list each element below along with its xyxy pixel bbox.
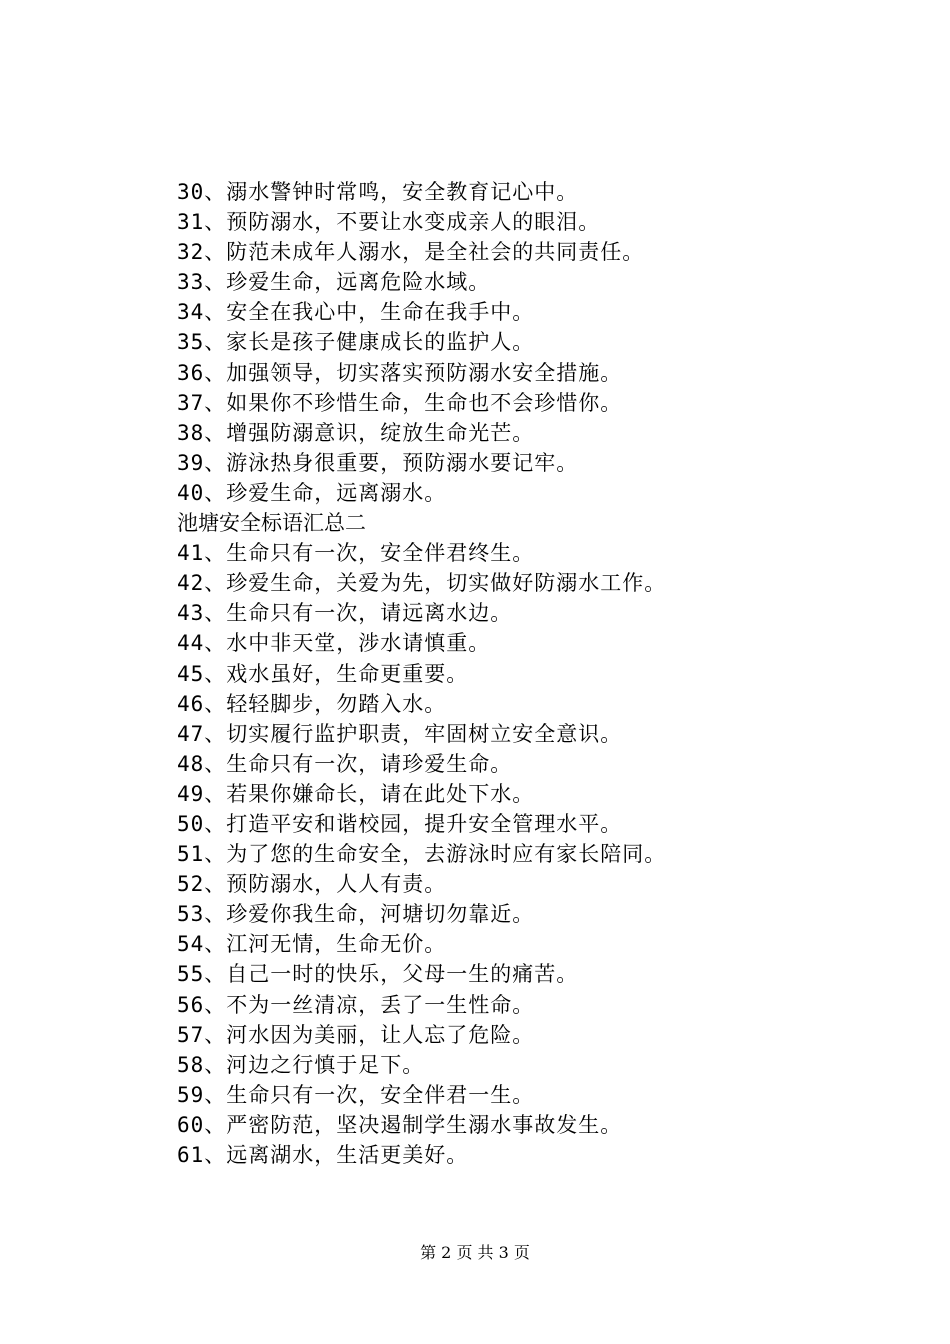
list-item: 55、自己一时的快乐，父母一生的痛苦。: [177, 962, 579, 987]
list-item: 47、切实履行监护职责，牢固树立安全意识。: [177, 721, 623, 746]
list-item: 50、打造平安和谐校园，提升安全管理水平。: [177, 811, 623, 836]
list-item: 38、增强防溺意识，绽放生命光芒。: [177, 420, 535, 445]
list-item: 32、防范未成年人溺水，是全社会的共同责任。: [177, 240, 645, 265]
list-item: 52、预防溺水，人人有责。: [177, 872, 447, 897]
list-item: 43、生命只有一次，请远离水边。: [177, 601, 513, 626]
list-item: 51、为了您的生命安全，去游泳时应有家长陪同。: [177, 842, 667, 867]
list-item: 61、远离湖水，生活更美好。: [177, 1143, 469, 1167]
list-item: 60、严密防范，坚决遏制学生溺水事故发生。: [177, 1112, 623, 1137]
list-item: 41、生命只有一次，安全伴君终生。: [177, 541, 535, 566]
list-item: 37、如果你不珍惜生命，生命也不会珍惜你。: [177, 390, 623, 415]
list-item: 58、河边之行慎于足下。: [177, 1052, 425, 1077]
slogan-list: [177, 177, 797, 1170]
list-item: 46、轻轻脚步，勿踏入水。: [177, 691, 447, 716]
list-item: 59、生命只有一次，安全伴君一生。: [177, 1082, 535, 1107]
list-item: 31、预防溺水，不要让水变成亲人的眼泪。: [177, 210, 601, 235]
list-item: 57、河水因为美丽，让人忘了危险。: [177, 1022, 535, 1047]
list-item: 36、加强领导，切实落实预防溺水安全措施。: [177, 360, 623, 385]
list-item: 34、安全在我心中，生命在我手中。: [177, 300, 535, 325]
list-item: 42、珍爱生命，关爱为先，切实做好防溺水工作。: [177, 571, 667, 596]
list-item: 45、戏水虽好，生命更重要。: [177, 661, 469, 686]
list-item: 48、生命只有一次，请珍爱生命。: [177, 751, 513, 776]
list-item: 33、珍爱生命，远离危险水域。: [177, 270, 491, 295]
list-item: 30、溺水警钟时常鸣，安全教育记心中。: [177, 180, 579, 204]
list-item: 49、若果你嫌命长，请在此处下水。: [177, 781, 535, 806]
list-item: 35、家长是孩子健康成长的监护人。: [177, 330, 535, 355]
list-item: 56、不为一丝清凉，丢了一生性命。: [177, 992, 535, 1017]
list-item: 39、游泳热身很重要，预防溺水要记牢。: [177, 450, 579, 475]
list-item: 53、珍爱你我生命，河塘切勿靠近。: [177, 902, 535, 927]
list-item: 40、珍爱生命，远离溺水。: [177, 480, 447, 505]
page-number-footer: 第 2 页 共 3 页: [420, 1243, 530, 1262]
list-item: 44、水中非天堂，涉水请慎重。: [177, 631, 491, 656]
section-heading: 池塘安全标语汇总二: [177, 511, 366, 536]
list-item: 54、江河无情，生命无价。: [177, 932, 447, 957]
